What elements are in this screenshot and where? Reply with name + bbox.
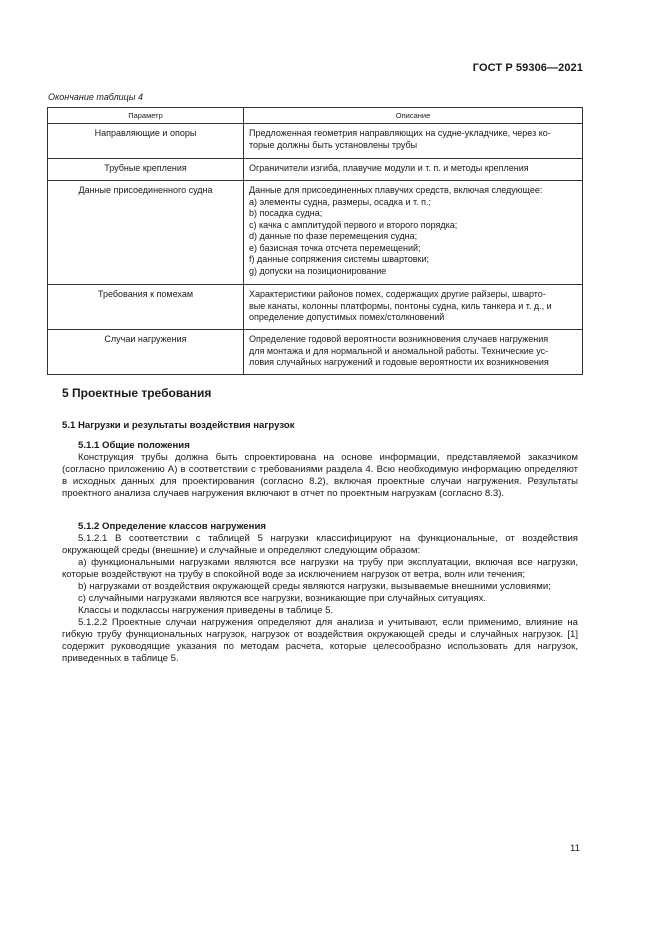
paragraph: Конструкция трубы должна быть спроектирована на основе информации, представляемой заказчиком (согласно приложению А) в соответствии с требованиями раздела 4. Всю необходимую информацию определяют в исходных данных для проектирования (согласно 8.2), включая проектные случаи нагружения. Результаты проектного анализа случаев нагружения включают в отчет по проектным нагрузкам (согласно 8.3).	[62, 452, 578, 499]
table-header-row	[48, 108, 583, 124]
description-line: d) данные по фазе перемещения судна;	[249, 231, 418, 241]
description-line: вые канаты, колонны платформы, понтоны судна, киль танкера и т. д., и	[249, 300, 552, 311]
description-line: g) допуски на позиционирование	[249, 265, 387, 276]
section-5-1-2-text	[62, 533, 578, 665]
description-line: Ограничители изгиба, плавучие модули и т. п. и методы крепления	[249, 163, 529, 173]
section-5-1-heading: 5.1 Нагрузки и результаты воздействия нагрузок	[62, 420, 295, 431]
table-row	[48, 285, 583, 330]
description-line: f) данные сопряжения системы швартовки;	[249, 254, 430, 264]
parameters-table	[47, 107, 583, 375]
paragraph: 5.1.2.1 В соответствии с таблицей 5 нагрузки классифицируют на функциональные, от воздействия окружающей среды (внешние) и случайные и определяют следующим образом:	[62, 533, 578, 556]
section-5-1-1-text	[62, 452, 578, 500]
description-line: c) качка с амплитудой первого и второго порядка;	[249, 219, 458, 230]
list-item-b: b) нагрузками от воздействия окружающей среды являются нагрузки, вызываемые внешними условиями;	[78, 581, 551, 592]
row-description	[244, 159, 583, 181]
description-line: Определение годовой вероятности возникновения случаев нагружения	[249, 334, 549, 344]
table-row	[48, 330, 583, 375]
row-description	[244, 124, 583, 159]
row-parameter: Данные присоединенного судна	[48, 181, 244, 285]
column-header-description: Описание	[244, 108, 583, 124]
row-description	[244, 330, 583, 375]
list-item-a: a) функциональными нагрузками являются все нагрузки на трубу при эксплуатации, включая все нагрузки, которые воздействуют на трубу в спокойной воде за исключением нагрузок от ветра, волн или течения;	[62, 557, 578, 580]
row-parameter: Направляющие и опоры	[48, 124, 244, 159]
row-description	[244, 285, 583, 330]
description-line: e) базисная точка отсчета перемещений;	[249, 242, 421, 253]
description-line: a) элементы судна, размеры, осадка и т. п.;	[249, 196, 431, 207]
description-line: торые должны быть установлены трубы	[249, 139, 418, 150]
description-line: ловия случайных нагружений и годовые вероятности их возникновения	[249, 357, 549, 367]
table-row	[48, 181, 583, 285]
row-parameter: Требования к помехам	[48, 285, 244, 330]
description-line: для монтажа и для нормальной и аномальной работы. Технические ус-	[249, 345, 549, 356]
table-row	[48, 159, 583, 181]
list-item-c: c) случайными нагрузками являются все нагрузки, возникающие при случайных ситуациях.	[78, 593, 487, 604]
standard-number: ГОСТ Р 59306—2021	[472, 62, 583, 74]
table-caption: Окончание таблицы 4	[48, 92, 143, 102]
description-line: Характеристики районов помех, содержащих другие райзеры, шварто-	[249, 289, 546, 299]
description-line: Предложенная геометрия направляющих на судне-укладчике, через ко-	[249, 128, 551, 138]
description-line: b) посадка судна;	[249, 208, 323, 218]
section-5-1-1-heading: 5.1.1 Общие положения	[78, 440, 190, 451]
column-header-parameter: Параметр	[48, 108, 244, 124]
row-description	[244, 181, 583, 285]
row-parameter: Случаи нагружения	[48, 330, 244, 375]
row-parameter: Трубные крепления	[48, 159, 244, 181]
description-line: определение допустимых помех/столкновений	[249, 312, 445, 322]
page-number: 11	[570, 843, 580, 854]
table-row	[48, 124, 583, 159]
section-5-heading: 5 Проектные требования	[62, 386, 212, 400]
section-5-1-2-heading: 5.1.2 Определение классов нагружения	[78, 521, 266, 532]
paragraph: 5.1.2.2 Проектные случаи нагружения определяют для анализа и учитывают, если применимо, влияние на гибкую трубу функциональных нагрузок, нагрузок от воздействия окружающей среды и случайных нагрузок. [1] содержит руководящие указания по методам расчета, которые целесообразно использовать для нагрузок, приведенных в таблице 5.	[62, 617, 578, 664]
description-line: Данные для присоединенных плавучих средств, включая следующее:	[249, 185, 543, 195]
paragraph: Классы и подклассы нагружения приведены в таблице 5.	[78, 605, 334, 616]
